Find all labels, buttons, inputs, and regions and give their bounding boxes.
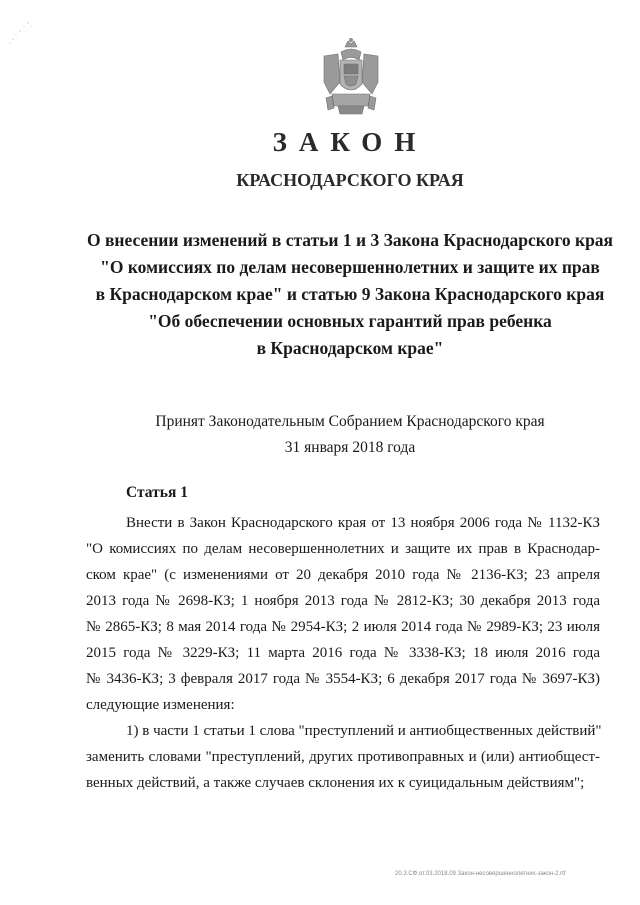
heading-line: "О комиссиях по делам несовершеннолетних и защите их прав [100, 257, 600, 277]
article-label: Статья 1 [126, 484, 188, 501]
scan-artifact [6, 20, 36, 54]
heading-line: в Краснодарском крае" [256, 338, 444, 358]
adoption-body: Принят Законодательным Собранием Краснодарского края [155, 413, 545, 430]
paragraph-line: 1) в части 1 статьи 1 слова "преступлений и антиобщественных действий" [126, 723, 602, 739]
paragraph-line: ском крае" (с изменениями от 20 декабря 2010 года № 2136-КЗ; 23 апреля [86, 567, 600, 583]
law-title: ЗАКОН [272, 127, 428, 157]
paragraph-line: венных действий, а также случаев склонения их к суицидальным действиям"; [86, 775, 585, 791]
law-heading [0, 227, 640, 362]
paragraph-line: 2015 года № 3229-КЗ; 11 марта 2016 года № 3338-КЗ; 18 июля 2016 года [86, 645, 600, 661]
article-body [86, 510, 600, 796]
paragraph-line: Внести в Закон Краснодарского края от 13 ноября 2006 года № 1132-КЗ [126, 515, 600, 531]
paragraph-line: № 2865-КЗ; 8 мая 2014 года № 2954-КЗ; 2 июля 2014 года № 2989-КЗ; 23 июля [86, 619, 600, 635]
paragraph-line: № 3436-КЗ; 3 февраля 2017 года № 3554-КЗ; 6 декабря 2017 года № 3697-КЗ) [86, 671, 600, 687]
heading-line: "Об обеспечении основных гарантий прав ребенка [148, 311, 552, 331]
paragraph-line: "О комиссиях по делам несовершеннолетних и защите их прав в Краснодар- [86, 541, 600, 557]
footer-file-stamp: 20.3.СФ.от.03.2018.09 Закон-несовершеннолетних-закон-2.rtf [395, 871, 566, 877]
coat-of-arms-emblem-icon [318, 38, 384, 118]
paragraph-line: 2013 года № 2698-КЗ; 1 ноября 2013 года № 2812-КЗ; 30 декабря 2013 года [86, 593, 600, 609]
heading-line: О внесении изменений в статьи 1 и 3 Закона Краснодарского края [86, 230, 614, 250]
adoption-date: 31 января 2018 года [284, 439, 416, 456]
paragraph-line: следующие изменения: [86, 697, 235, 713]
paragraph-line: заменить словами "преступлений, других противоправных и (или) антиобщест- [86, 749, 600, 765]
heading-line: в Краснодарском крае" и статью 9 Закона Краснодарского края [95, 284, 605, 304]
region-title: КРАСНОДАРСКОГО КРАЯ [236, 170, 464, 190]
adoption-note [0, 409, 640, 461]
